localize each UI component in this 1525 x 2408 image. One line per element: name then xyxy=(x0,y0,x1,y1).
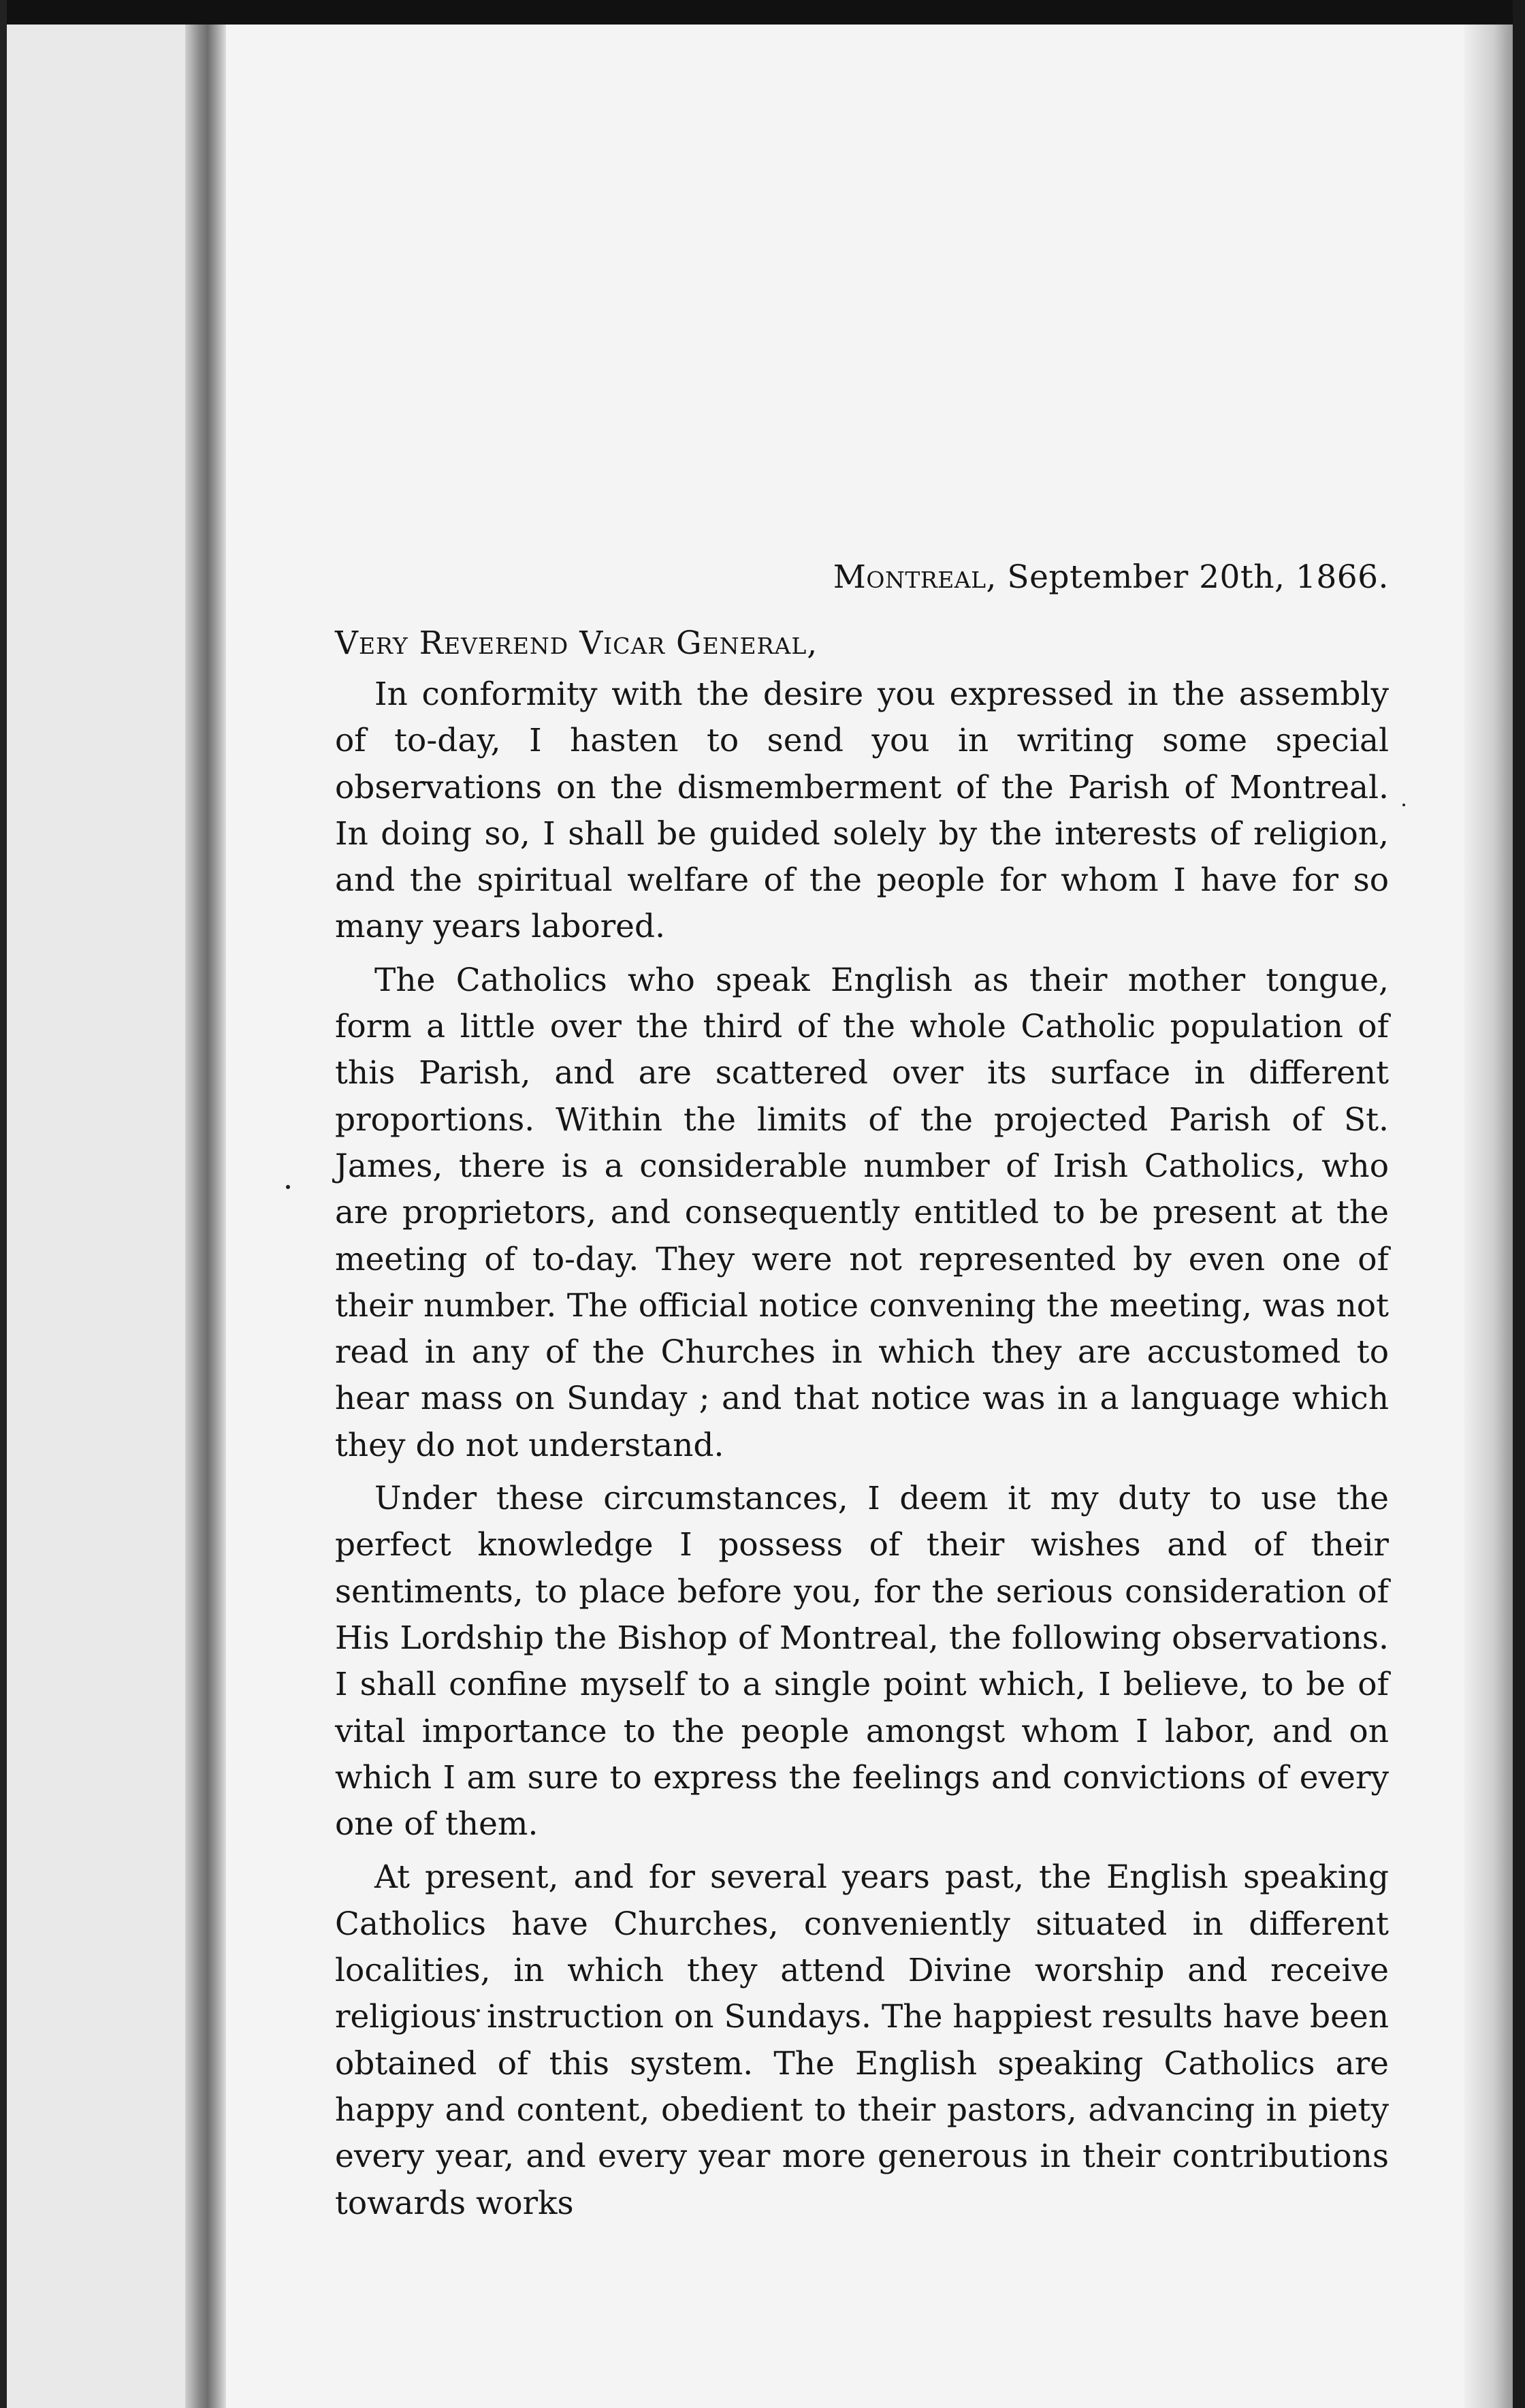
paragraph-3: Under these circumstances, I deem it my duty to use the perfect knowledge I possess of their wishes and of their sentiments, to place before you, for the serious consideration of His Lordship the Bishop of Montreal, the following observations. I shall confine myself to a single point which, I believe, to be of vital importance to the people amongst whom I labor, and on which I am sure to express the feelings and convictions of every one of them. xyxy=(335,1480,1389,1843)
book-gutter xyxy=(185,25,226,2408)
paragraph-1: In conformity with the desire you expressed in the assembly of to-day, I hasten to send you in writing some special observations on the dismemberment of the Parish of Montreal. In doing so, I shall be guided solely by the interests of religion, and the spiritual welfare of the people for whom I have for so many years labored. xyxy=(335,676,1389,946)
paragraph-4: At present, and for several years past, the English speaking Catholics have Churches, conveniently situated in different localities, in which they attend Divine worship and receive religious instruction on Sundays. The happiest results have been obtained of this system. The English speaking Catholics are happy and content, obedient to their pastors, advancing in piety every year, and every year more generous in their contributions towards works xyxy=(335,1858,1389,2222)
dateline-place: Montreal, xyxy=(833,558,997,596)
dateline xyxy=(335,558,1389,596)
salutation: Very Reverend Vicar General, xyxy=(335,624,818,662)
paragraph-2: The Catholics who speak English as their mother tongue, form a little over the third of the whole Catholic population of this Parish, and are scattered over its surface in different proportions. Within the limits of the projected Parish of St. James, there is a considerable number of Irish Catholics, who are proprietors, and consequently entitled to be present at the meeting of to-day. They were not represented by even one of their number. The official notice convening the meeting, was not read in any of the Churches in which they are accustomed to hear mass on Sunday ; and that notice was in a language which they do not understand. xyxy=(335,961,1389,1464)
scan-speck xyxy=(1402,804,1405,806)
film-edge-top xyxy=(0,0,1525,25)
dateline-date: September 20th, 1866. xyxy=(1007,558,1389,596)
page-edge-shadow xyxy=(1464,25,1513,2408)
film-edge-right xyxy=(1513,0,1525,2408)
left-page-strip xyxy=(7,25,185,2408)
film-edge-left xyxy=(0,0,7,2408)
letter-body xyxy=(335,558,1389,2234)
scan-speck xyxy=(286,1185,290,1189)
